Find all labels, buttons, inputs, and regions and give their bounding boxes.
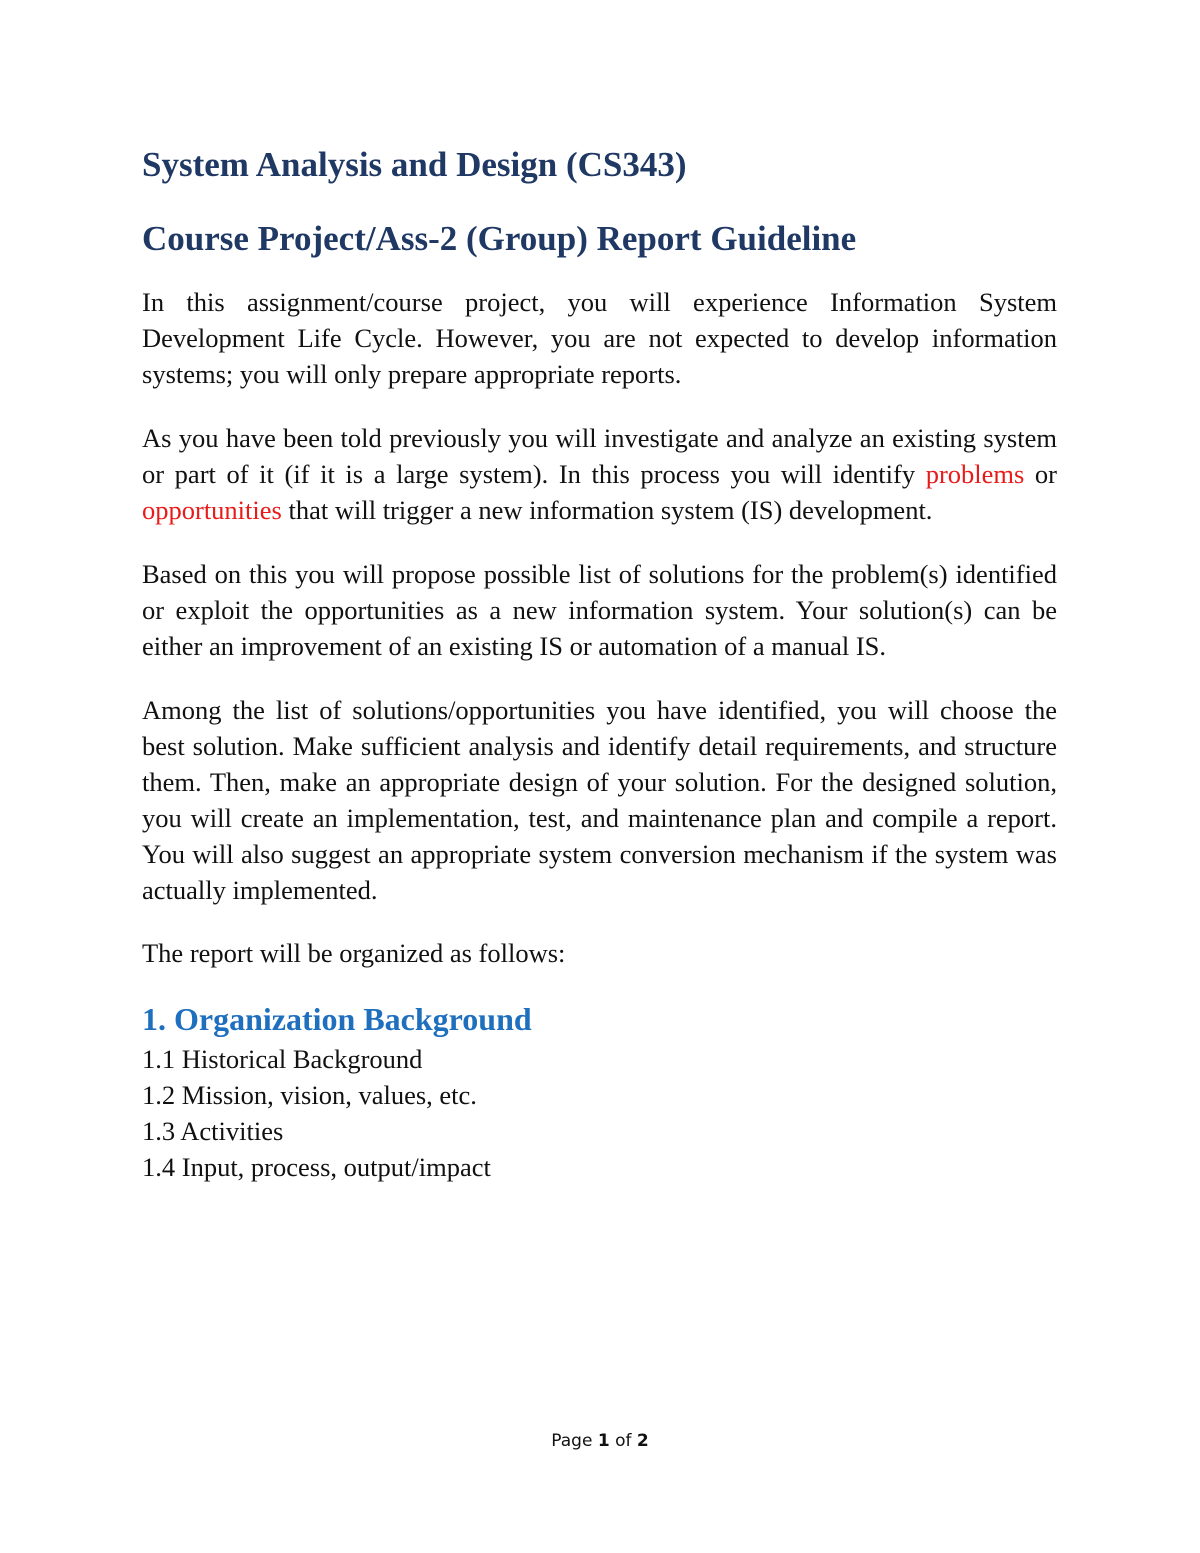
section-heading: 1. Organization Background xyxy=(142,1001,532,1037)
paragraph-solutions: Based on this you will propose possible list of solutions for the problem(s) identified or exploit the opportunities as a new information system. Your solution(s) can be either an improvement of an existing IS or automation of a manual IS. xyxy=(142,559,1057,661)
paragraph-investigation-text-b: or xyxy=(1024,459,1058,489)
section-item: 1.2 Mission, vision, values, etc. xyxy=(142,1080,477,1110)
paragraph-organization: The report will be organized as follows: xyxy=(142,938,566,968)
footer-page-number: 1 xyxy=(597,1431,610,1451)
paragraph-investigation-text-a: As you have been told previously you will investigate and analyze an existing system or part of it (if it is a large system). In this process you will identify xyxy=(142,423,1057,489)
document-body xyxy=(142,140,1057,1185)
footer-total-pages: 2 xyxy=(636,1431,649,1451)
document-subtitle: Course Project/Ass-2 (Group) Report Guideline xyxy=(142,219,857,258)
footer-of-word: of xyxy=(615,1431,632,1451)
paragraph-investigation-text-c: that will trigger a new information system (IS) development. xyxy=(281,495,933,525)
section-item: 1.3 Activities xyxy=(142,1116,284,1146)
paragraph-intro: In this assignment/course project, you will experience Information System Development Life Cycle. However, you are not expected to develop information systems; you will only prepare appropriate reports. xyxy=(142,287,1057,389)
highlight-opportunities: opportunities xyxy=(142,495,282,525)
document-title: System Analysis and Design (CS343) xyxy=(142,145,687,184)
section-item-list xyxy=(142,1041,1057,1185)
paragraph-best-solution: Among the list of solutions/opportunities you have identified, you will choose the best solution. Make sufficient analysis and identify detail requirements, and structure them. Then, make an appropriate design of your solution. For the designed solution, you will create an implementation, test, and maintenance plan and compile a report. You will also suggest an appropriate system conversion mechanism if the system was actually implemented. xyxy=(142,695,1057,905)
page-footer xyxy=(0,1431,1200,1451)
footer-page-word: Page xyxy=(551,1431,593,1451)
section-item: 1.4 Input, process, output/impact xyxy=(142,1152,491,1182)
highlight-problems: problems xyxy=(925,459,1025,489)
paragraph-investigation xyxy=(142,420,1057,528)
section-item: 1.1 Historical Background xyxy=(142,1044,423,1074)
